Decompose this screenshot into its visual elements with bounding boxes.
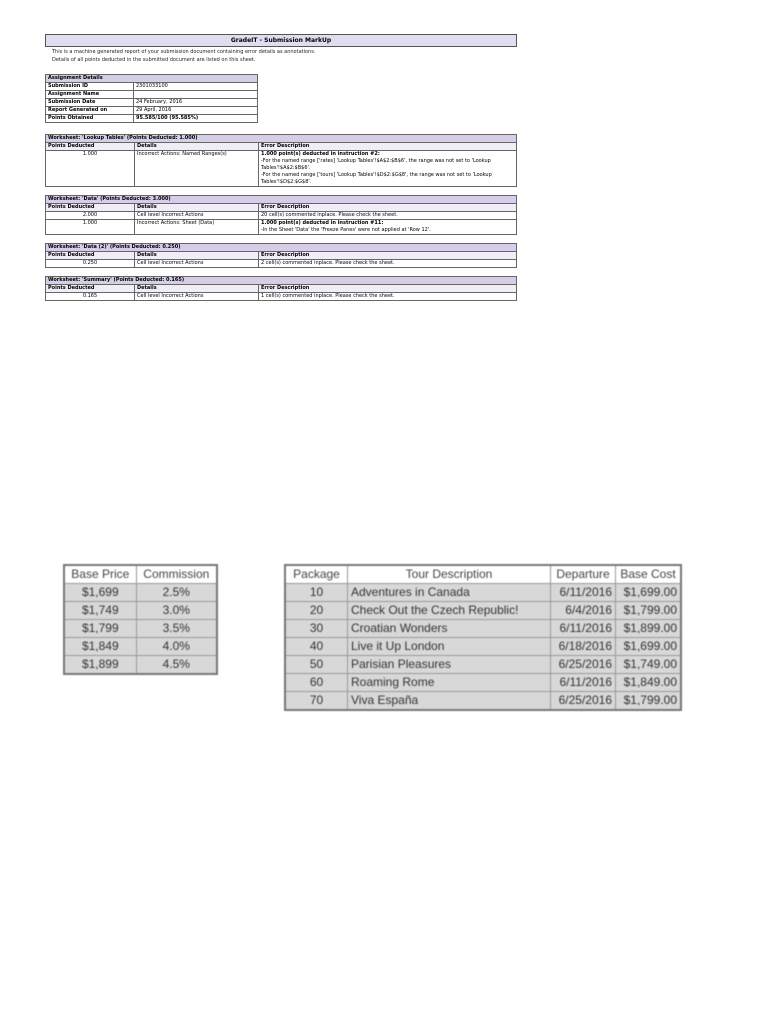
detail-label: Report Generated on xyxy=(46,107,134,115)
detail-value: 29 April, 2016 xyxy=(134,107,258,115)
detail-label: Assignment Name xyxy=(46,91,134,99)
points-cell: 2.000 xyxy=(46,212,135,220)
rates-cell: $1,849 xyxy=(64,638,136,656)
worksheet-table-lookup-tables xyxy=(45,134,517,187)
tours-header-cell: Departure xyxy=(551,565,616,584)
rates-cell: $1,899 xyxy=(64,656,136,675)
rates-table xyxy=(63,564,218,675)
rates-cell: 2.5% xyxy=(136,584,217,602)
table-row xyxy=(64,656,217,675)
table-row xyxy=(285,674,681,692)
col-header-details: Details xyxy=(135,204,259,212)
col-header-points: Points Deducted xyxy=(46,252,135,260)
tours-cell: 6/25/2016 xyxy=(551,692,616,711)
error-cell xyxy=(259,220,517,235)
tours-cell: 50 xyxy=(285,656,348,674)
tours-table-image xyxy=(284,564,682,711)
table-row xyxy=(46,91,258,99)
points-cell: 1.000 xyxy=(46,220,135,235)
worksheet-table-data xyxy=(45,195,517,235)
col-header-error: Error Description xyxy=(259,285,517,293)
detail-value: 2301033100 xyxy=(134,83,258,91)
table-row xyxy=(285,584,681,602)
tours-cell: $1,849.00 xyxy=(616,674,682,692)
tours-header-cell: Base Cost xyxy=(616,565,682,584)
tours-cell: Live it Up London xyxy=(348,638,551,656)
table-row xyxy=(46,99,258,107)
detail-label: Submission ID xyxy=(46,83,134,91)
assignment-details-table xyxy=(45,74,258,123)
table-row xyxy=(285,692,681,711)
tours-cell: 6/11/2016 xyxy=(551,674,616,692)
table-row xyxy=(46,220,517,235)
tours-cell: Parisian Pleasures xyxy=(348,656,551,674)
error-line: -In the Sheet 'Data' the 'Freeze Panes' were not applied at 'Row 12'. xyxy=(261,227,431,233)
col-header-points: Points Deducted xyxy=(46,143,135,151)
error-line: -For the named range ['tours] 'Lookup Tables'!$D$2:$G$8', the range was not set to 'Lookup Tables'!$D$2:$G$8'. xyxy=(261,172,492,185)
error-cell xyxy=(259,151,517,187)
rates-header-cell: Base Price xyxy=(64,565,136,584)
worksheet-table-data-2 xyxy=(45,243,517,268)
worksheet-header: Worksheet: 'Lookup Tables' (Points Deducted: 1.000) xyxy=(46,135,517,143)
points-cell: 0.165 xyxy=(46,293,135,301)
detail-label: Submission Date xyxy=(46,99,134,107)
rates-table-image xyxy=(63,564,218,675)
tours-cell: Check Out the Czech Republic! xyxy=(348,602,551,620)
tours-cell: $1,699.00 xyxy=(616,638,682,656)
worksheet-header: Worksheet: 'Data' (Points Deducted: 3.000) xyxy=(46,196,517,204)
tours-cell: 6/25/2016 xyxy=(551,656,616,674)
tours-cell: $1,699.00 xyxy=(616,584,682,602)
details-cell: Cell level Incorrect Actions xyxy=(135,293,259,301)
points-cell: 0.250 xyxy=(46,260,135,268)
table-row xyxy=(285,620,681,638)
rates-cell: $1,799 xyxy=(64,620,136,638)
worksheet-table-summary xyxy=(45,276,517,301)
table-row xyxy=(285,602,681,620)
tours-header-cell: Tour Description xyxy=(348,565,551,584)
table-row xyxy=(64,602,217,620)
rates-cell: 3.5% xyxy=(136,620,217,638)
detail-value: 24 February, 2016 xyxy=(134,99,258,107)
col-header-details: Details xyxy=(135,285,259,293)
tours-cell: Viva España xyxy=(348,692,551,711)
error-line: -For the named range ['rates] 'Lookup Tables'!$A$2:$B$6', the range was not set to 'Lookup Tables'!$A$2:$B$6'. xyxy=(261,158,491,171)
table-row xyxy=(64,584,217,602)
details-cell: Cell level Incorrect Actions xyxy=(135,212,259,220)
tours-cell: 30 xyxy=(285,620,348,638)
error-cell: 20 cell(s) commented inplace. Please check the sheet. xyxy=(259,212,517,220)
tours-cell: 6/4/2016 xyxy=(551,602,616,620)
tours-cell: 70 xyxy=(285,692,348,711)
worksheet-header: Worksheet: 'Data (2)' (Points Deducted: 0.250) xyxy=(46,244,517,252)
error-cell: 2 cell(s) commented inplace. Please check the sheet. xyxy=(259,260,517,268)
tours-cell: Roaming Rome xyxy=(348,674,551,692)
error-title: 1.000 point(s) deducted in instruction #2: xyxy=(261,151,380,157)
table-row xyxy=(46,83,258,91)
tours-cell: 60 xyxy=(285,674,348,692)
detail-value xyxy=(134,91,258,99)
tours-cell: Adventures in Canada xyxy=(348,584,551,602)
rates-cell: 4.5% xyxy=(136,656,217,675)
tours-cell: 40 xyxy=(285,638,348,656)
report-intro xyxy=(45,48,517,64)
intro-line: Details of all points deducted in the submitted document are listed on this sheet. xyxy=(52,57,256,63)
grade-report xyxy=(45,34,517,309)
col-header-details: Details xyxy=(135,252,259,260)
table-row xyxy=(46,293,517,301)
rates-cell: $1,699 xyxy=(64,584,136,602)
rates-header-cell: Commission xyxy=(136,565,217,584)
table-row xyxy=(46,115,258,123)
table-row xyxy=(64,620,217,638)
tours-cell: $1,799.00 xyxy=(616,692,682,711)
col-header-points: Points Deducted xyxy=(46,204,135,212)
tours-cell: 6/11/2016 xyxy=(551,620,616,638)
col-header-error: Error Description xyxy=(259,204,517,212)
details-cell: Incorrect Actions: Named Ranges(s) xyxy=(135,151,259,187)
col-header-error: Error Description xyxy=(259,252,517,260)
assignment-details-header: Assignment Details xyxy=(46,75,258,83)
tours-cell: 20 xyxy=(285,602,348,620)
points-cell: 1.000 xyxy=(46,151,135,187)
col-header-error: Error Description xyxy=(259,143,517,151)
tours-header-cell: Package xyxy=(285,565,348,584)
col-header-details: Details xyxy=(135,143,259,151)
table-row xyxy=(46,107,258,115)
table-row xyxy=(46,151,517,187)
tours-cell: 6/11/2016 xyxy=(551,584,616,602)
table-row xyxy=(285,656,681,674)
table-row xyxy=(46,212,517,220)
tours-cell: Croatian Wonders xyxy=(348,620,551,638)
rates-cell: 4.0% xyxy=(136,638,217,656)
rates-cell: $1,749 xyxy=(64,602,136,620)
detail-label: Points Obtained xyxy=(46,115,134,123)
intro-line: This is a machine generated report of your submission document containing error details as annotations. xyxy=(52,49,316,55)
tours-cell: 6/18/2016 xyxy=(551,638,616,656)
tours-cell: $1,899.00 xyxy=(616,620,682,638)
col-header-points: Points Deducted xyxy=(46,285,135,293)
error-cell: 1 cell(s) commented inplace. Please check the sheet. xyxy=(259,293,517,301)
table-row xyxy=(46,260,517,268)
table-row xyxy=(64,638,217,656)
error-title: 1.000 point(s) deducted in instruction #11: xyxy=(261,220,384,226)
tours-cell: $1,799.00 xyxy=(616,602,682,620)
worksheet-header: Worksheet: 'Summary' (Points Deducted: 0.165) xyxy=(46,277,517,285)
tours-cell: $1,749.00 xyxy=(616,656,682,674)
tours-table xyxy=(284,564,682,711)
rates-cell: 3.0% xyxy=(136,602,217,620)
detail-value: 95.585/100 (95.585%) xyxy=(134,115,258,123)
details-cell: Cell level Incorrect Actions xyxy=(135,260,259,268)
tours-cell: 10 xyxy=(285,584,348,602)
table-row xyxy=(285,638,681,656)
details-cell: Incorrect Actions: Sheet (Data) xyxy=(135,220,259,235)
report-title: GradeIT - Submission MarkUp xyxy=(45,34,517,47)
